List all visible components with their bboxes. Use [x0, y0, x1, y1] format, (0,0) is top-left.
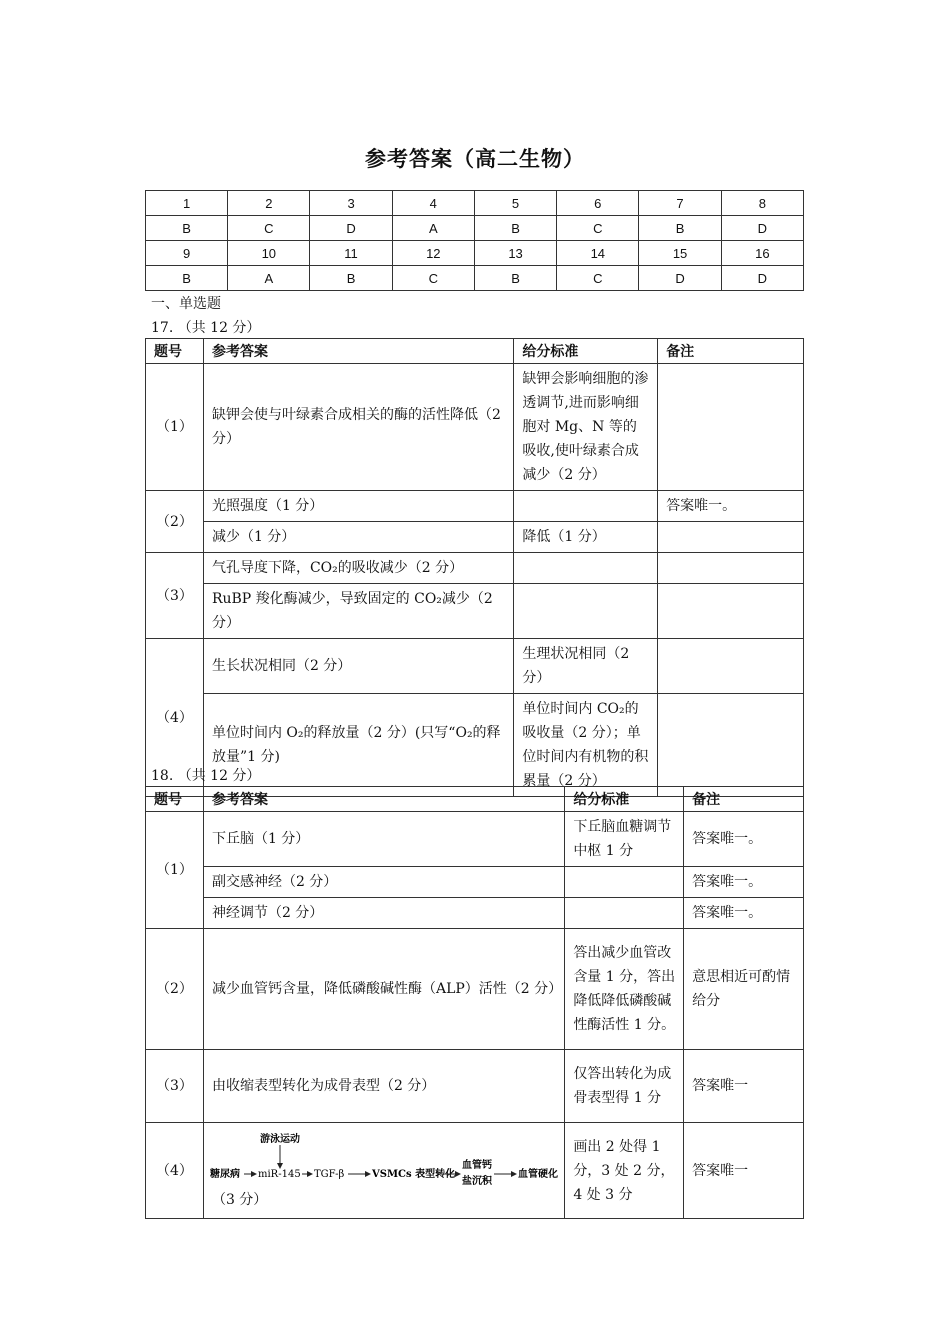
answer-grid-cell: 9: [146, 241, 228, 266]
q17-r2-answer-1: 光照强度（1 分）: [203, 491, 513, 522]
q18-r1-note-3: 答案唯一。: [684, 898, 804, 929]
q17-r3-answer-2: RuBP 羧化酶减少，导致固定的 CO₂减少（2 分）: [203, 584, 513, 639]
q17-r4-note-1: [658, 639, 804, 694]
answer-grid-cell: C: [557, 216, 639, 241]
q18-r2-answer: 减少血管钙含量，降低磷酸碱性酶（ALP）活性（2 分）: [203, 929, 564, 1050]
answer-grid-cell: 10: [228, 241, 310, 266]
q17-r3-answer-1: 气孔导度下降，CO₂的吸收减少（2 分）: [203, 553, 513, 584]
answer-grid-cell: B: [310, 266, 392, 291]
q18-r1-scoring-3: [565, 898, 684, 929]
answer-grid-cell: 8: [721, 191, 803, 216]
answer-grid-cell: A: [228, 266, 310, 291]
answer-grid-cell: C: [392, 266, 474, 291]
q18-r4-scoring: 画出 2 处得 1 分，3 处 2 分，4 处 3 分: [565, 1123, 684, 1219]
q17-r2-scoring-2: 降低（1 分）: [514, 522, 658, 553]
q17-r3-scoring-2: [514, 584, 658, 639]
q18-r1-scoring-2: [565, 867, 684, 898]
header-scoring: 给分标准: [514, 339, 658, 364]
flow-node-2: miR-145: [257, 1169, 301, 1180]
answer-grid-cell: D: [639, 266, 721, 291]
q18-r3-scoring: 仅答出转化为成骨表型得 1 分: [565, 1050, 684, 1123]
q18-r4-answer: [203, 1123, 564, 1219]
answer-grid-cell: C: [557, 266, 639, 291]
header-answer: 参考答案: [203, 339, 513, 364]
answer-grid-row: [146, 266, 804, 291]
flow-node-6: 血管硬化: [517, 1169, 558, 1180]
header-note: 备注: [658, 339, 804, 364]
answer-grid-cell: B: [474, 216, 556, 241]
header-scoring: 给分标准: [565, 787, 684, 812]
header-no: 题号: [146, 787, 204, 812]
q18-r2-scoring: 答出减少血管改含量 1 分，答出降低降低磷酸碱性酶活性 1 分。: [565, 929, 684, 1050]
q18-r2-no: （2）: [146, 929, 204, 1050]
flow-diagram: [208, 1130, 560, 1190]
answer-grid-cell: D: [721, 216, 803, 241]
q17-r3-scoring-1: [514, 553, 658, 584]
flow-node-3: TGF-β: [313, 1169, 345, 1180]
answer-grid-cell: 7: [639, 191, 721, 216]
q17-r1-note: [658, 364, 804, 491]
answer-grid-cell: B: [146, 216, 228, 241]
answer-grid-cell: 6: [557, 191, 639, 216]
q18-r1-answer-1: 下丘脑（1 分）: [203, 812, 564, 867]
section-heading: 一、单选题: [151, 296, 221, 312]
q18-r1-note-1: 答案唯一。: [684, 812, 804, 867]
flow-label-top: 游泳运动: [259, 1134, 300, 1145]
flow-diagram-svg: [208, 1130, 560, 1190]
q18-r3-answer: 由收缩表型转化为成骨表型（2 分）: [203, 1050, 564, 1123]
q17-r4-scoring-2: 单位时间内 CO₂的吸收量（2 分）；单位时间内有机物的积累量（2 分）: [514, 694, 658, 797]
q18-r3-note: 答案唯一: [684, 1050, 804, 1123]
answer-grid-cell: 5: [474, 191, 556, 216]
answer-grid-cell: 1: [146, 191, 228, 216]
q17-r4-no: （4）: [146, 639, 204, 797]
answer-grid-cell: B: [474, 266, 556, 291]
answer-grid-cell: 15: [639, 241, 721, 266]
q17-r2-no: （2）: [146, 491, 204, 553]
q17-r1-no: （1）: [146, 364, 204, 491]
answer-grid-cell: 2: [228, 191, 310, 216]
q17-r2-note-2: [658, 522, 804, 553]
header-no: 题号: [146, 339, 204, 364]
answer-grid-cell: 3: [310, 191, 392, 216]
q18-r1-note-2: 答案唯一。: [684, 867, 804, 898]
answer-grid-cell: 13: [474, 241, 556, 266]
flow-node-5b: 盐沉积: [461, 1176, 492, 1187]
q17-r4-answer-2: 单位时间内 O₂的释放量（2 分）(只写“O₂的释放量”1 分): [203, 694, 513, 797]
q17-r4-note-2: [658, 694, 804, 797]
answer-grid-cell: 14: [557, 241, 639, 266]
q18-table: [145, 786, 804, 1219]
answer-grid-cell: C: [228, 216, 310, 241]
answer-grid-cell: 11: [310, 241, 392, 266]
q17-r2-note-1: 答案唯一。: [658, 491, 804, 522]
q18-r1-scoring-1: 下丘脑血糖调节中枢 1 分: [565, 812, 684, 867]
answer-grid-cell: 16: [721, 241, 803, 266]
q18-r3-no: （3）: [146, 1050, 204, 1123]
header-answer: 参考答案: [203, 787, 564, 812]
q18-r2-note: 意思相近可酌情给分: [684, 929, 804, 1050]
q18-r1-answer-2: 副交感神经（2 分）: [203, 867, 564, 898]
q18-r4-no: （4）: [146, 1123, 204, 1219]
answer-grid-cell: 12: [392, 241, 474, 266]
q18-r1-answer-3: 神经调节（2 分）: [203, 898, 564, 929]
q18-r4-score: （3 分）: [211, 1192, 268, 1208]
q17-r2-scoring-1: [514, 491, 658, 522]
q18-r4-note: 答案唯一: [684, 1123, 804, 1219]
answer-grid-cell: B: [639, 216, 721, 241]
answer-grid-row: [146, 241, 804, 266]
answer-grid: [145, 190, 804, 291]
flow-node-5a: 血管钙: [461, 1160, 492, 1171]
q17-r3-note-2: [658, 584, 804, 639]
header-note: 备注: [684, 787, 804, 812]
q17-r2-answer-2: 减少（1 分）: [203, 522, 513, 553]
answer-grid-cell: 4: [392, 191, 474, 216]
q17-r1-scoring: 缺钾会影响细胞的渗透调节,进而影响细胞对 Mg、N 等的吸收,使叶绿素合成减少（2 分）: [514, 364, 658, 491]
q17-r1-answer: 缺钾会使与叶绿素合成相关的酶的活性降低（2 分）: [203, 364, 513, 491]
q17-title: 17. （共 12 分）: [151, 320, 261, 336]
answer-grid-cell: D: [721, 266, 803, 291]
answer-grid-cell: D: [310, 216, 392, 241]
q17-r3-note-1: [658, 553, 804, 584]
q18-title: 18. （共 12 分）: [151, 768, 261, 784]
answer-grid-cell: B: [146, 266, 228, 291]
q17-table: [145, 338, 804, 797]
q17-r4-scoring-1: 生理状况相同（2 分）: [514, 639, 658, 694]
q17-r3-no: （3）: [146, 553, 204, 639]
flow-node-4: VSMCs 表型转化: [371, 1169, 456, 1180]
q17-r4-answer-1: 生长状况相同（2 分）: [203, 639, 513, 694]
flow-node-1: 糖尿病: [209, 1169, 240, 1180]
answer-grid-row: [146, 191, 804, 216]
answer-grid-cell: A: [392, 216, 474, 241]
page-title: 参考答案（高二生物）: [365, 146, 585, 171]
q18-r1-no: （1）: [146, 812, 204, 929]
answer-grid-row: [146, 216, 804, 241]
